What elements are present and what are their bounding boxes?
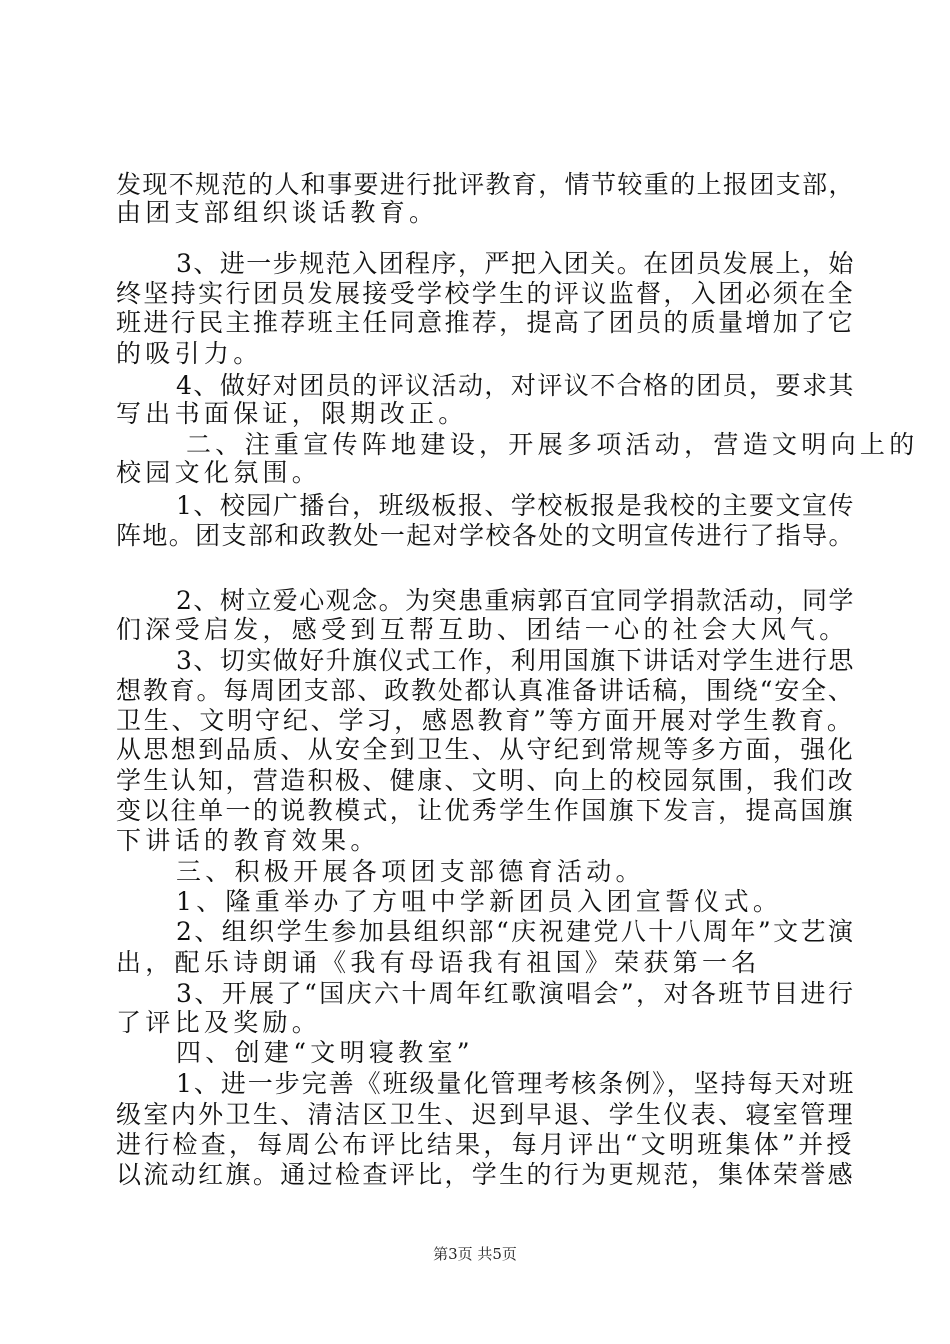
page-number-footer: 第3页 共5页 — [433, 1245, 517, 1263]
paragraph-line: 出，配乐诗朗诵《我有母语我有祖国》荣获第一名 — [116, 948, 761, 977]
paragraph-line: 三、积极开展各项团支部德育活动。 — [176, 857, 645, 886]
paragraph-line: 写出书面保证，限期改正。 — [116, 399, 468, 428]
paragraph-line: 1、隆重举办了方咀中学新团员入团宣誓仪式。 — [176, 887, 783, 916]
paragraph-line: 终坚持实行团员发展接受学校学生的评议监督，入团必须在全 — [116, 279, 855, 308]
paragraph-line: 4、做好对团员的评议活动，对评议不合格的团员，要求其 — [176, 371, 855, 400]
paragraph-line: 从思想到品质、从安全到卫生、从守纪到常规等多方面，强化 — [116, 735, 855, 764]
paragraph-line: 二、注重宣传阵地建设，开展多项活动，营造文明向上的 — [186, 430, 919, 459]
paragraph-line: 卫生、文明守纪、学习，感恩教育”等方面开展对学生教育。 — [116, 706, 855, 735]
paragraph-line: 们深受启发，感受到互帮互助、团结一心的社会大风气。 — [116, 615, 849, 644]
paragraph-line: 了评比及奖励。 — [116, 1008, 322, 1037]
paragraph-line: 3、切实做好升旗仪式工作，利用国旗下讲话对学生进行思 — [176, 646, 855, 675]
paragraph-line: 校园文化氛围。 — [116, 458, 322, 487]
paragraph-line: 由团支部组织谈话教育。 — [116, 198, 439, 227]
paragraph-line: 的吸引力。 — [116, 339, 263, 368]
paragraph-line: 班进行民主推荐班主任同意推荐，提高了团员的质量增加了它 — [116, 308, 855, 337]
paragraph-line: 阵地。团支部和政教处一起对学校各处的文明宣传进行了指导。 — [116, 521, 855, 550]
paragraph-line: 3、进一步规范入团程序，严把入团关。在团员发展上，始 — [176, 249, 855, 278]
paragraph-line: 四、创建“文明寝教室” — [176, 1038, 474, 1067]
paragraph-line: 下讲话的教育效果。 — [116, 826, 380, 855]
paragraph-line: 以流动红旗。通过检查评比，学生的行为更规范，集体荣誉感 — [116, 1160, 855, 1189]
paragraph-line: 想教育。每周团支部、政教处都认真准备讲话稿，围绕“安全、 — [116, 676, 855, 705]
paragraph-line: 2、树立爱心观念。为突患重病郭百宜同学捐款活动，同学 — [176, 586, 855, 615]
paragraph-line: 进行检查，每周公布评比结果，每月评出“文明班集体”并授 — [116, 1130, 855, 1159]
paragraph-line: 2、组织学生参加县组织部“庆祝建党八十八周年”文艺演 — [176, 917, 856, 946]
paragraph-line: 级室内外卫生、清洁区卫生、迟到早退、学生仪表、寝室管理 — [116, 1100, 855, 1129]
paragraph-line: 变以往单一的说教模式，让优秀学生作国旗下发言，提高国旗 — [116, 796, 855, 825]
paragraph-line: 3、开展了“国庆六十周年红歌演唱会”，对各班节目进行 — [176, 979, 856, 1008]
paragraph-line: 学生认知，营造积极、健康、文明、向上的校园氛围，我们改 — [116, 766, 855, 795]
paragraph-line: 发现不规范的人和事要进行批评教育，情节较重的上报团支部， — [116, 170, 855, 199]
paragraph-line: 1、校园广播台，班级板报、学校板报是我校的主要文宣传 — [176, 491, 855, 520]
paragraph-line: 1、进一步完善《班级量化管理考核条例》，坚持每天对班 — [176, 1069, 856, 1098]
